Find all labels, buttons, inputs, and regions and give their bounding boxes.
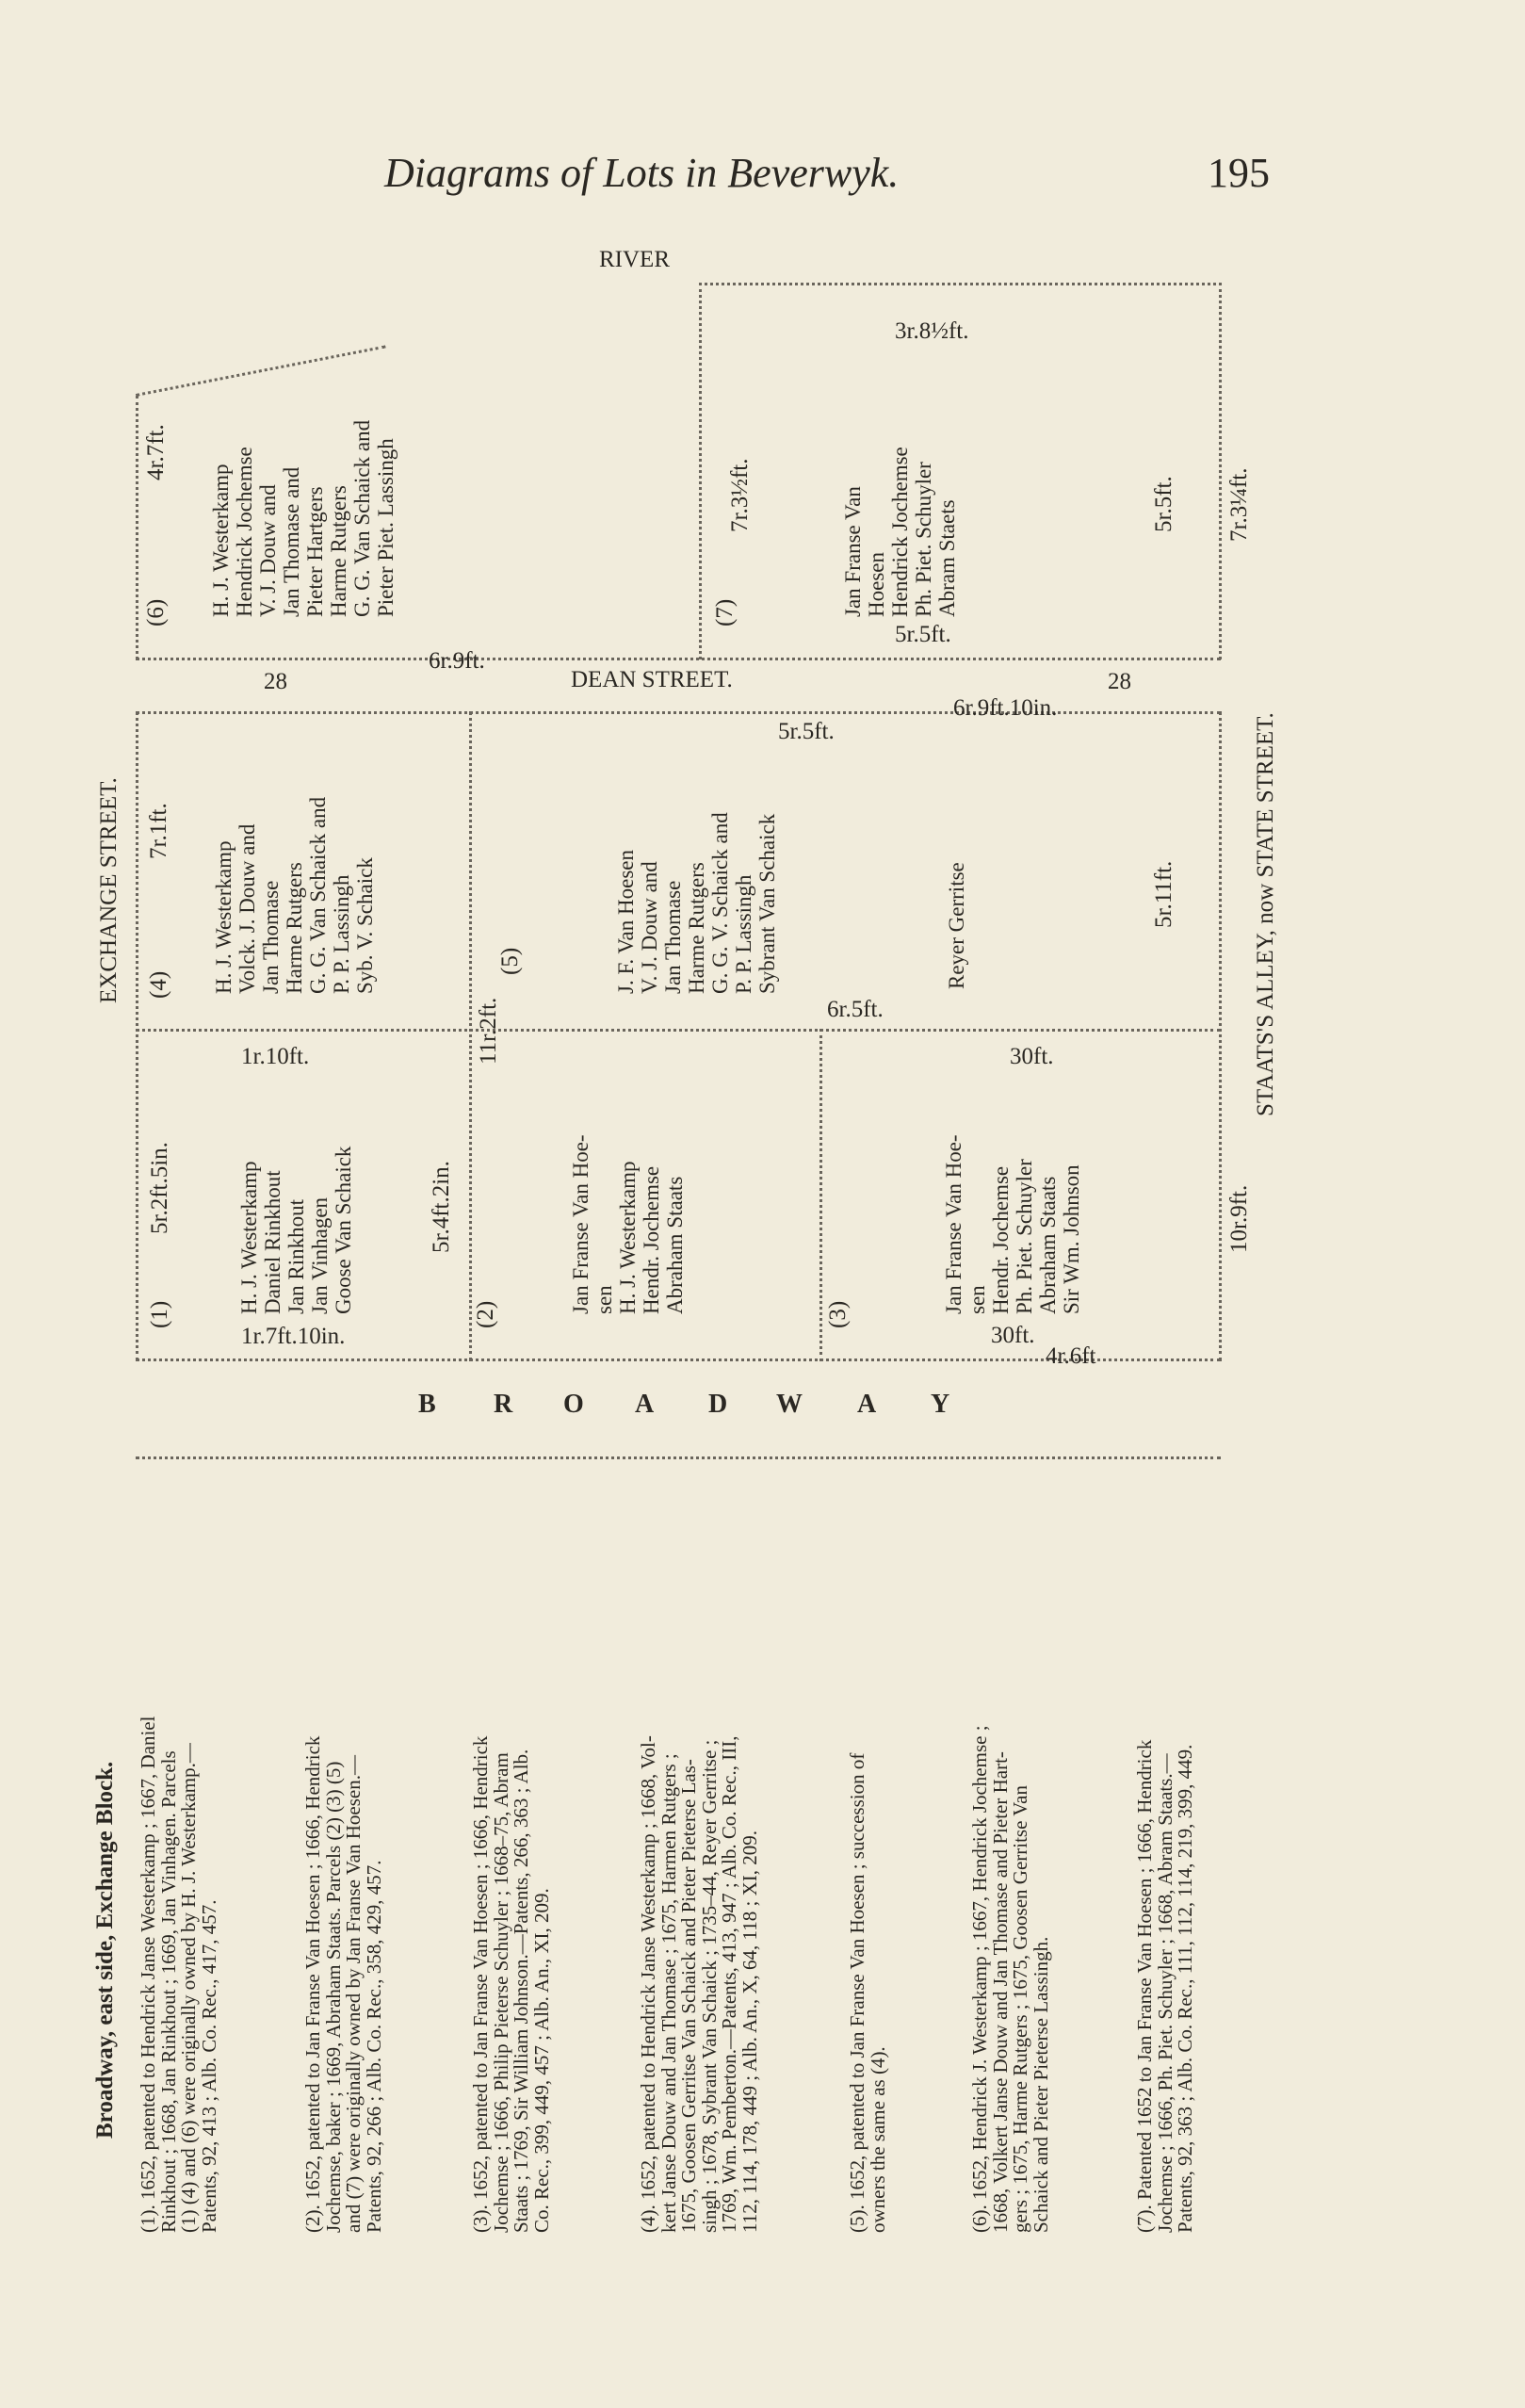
note-line: Patents, 92, 363 ; Alb. Co. Rec., 111, 112, 114, 219, 399, 449. bbox=[1174, 1744, 1196, 2233]
dim-lot7-bottom: 5r.5ft. bbox=[895, 622, 951, 647]
owner-name: Ph. Piet. Schuyler bbox=[1013, 1159, 1036, 1314]
owner-name: Sir Wm. Johnson bbox=[1060, 1164, 1083, 1314]
dim-lot7-right-a: 5r.5ft. bbox=[1151, 476, 1176, 532]
note-1 bbox=[138, 1717, 219, 2233]
note-line: Patents, 92, 413 ; Alb. Co. Rec., 417, 457. bbox=[197, 1899, 220, 2233]
owner-name: Pieter Piet. Lassingh bbox=[374, 438, 397, 617]
block-right-line bbox=[1219, 711, 1222, 1361]
owner-name: Abram Staets bbox=[935, 499, 959, 617]
notes-heading: Broadway, east side, Exchange Block. bbox=[92, 1761, 118, 2139]
owner-name: H. J. Westerkamp bbox=[616, 1161, 640, 1314]
owner-name: H. J. Westerkamp bbox=[237, 1161, 261, 1314]
owner-name: Jan Franse Van Hoe- bbox=[942, 1134, 965, 1314]
dean-street-label: DEAN STREET. bbox=[571, 667, 733, 692]
broadway-letter: D bbox=[708, 1390, 730, 1419]
lot3-owners bbox=[942, 1134, 1083, 1314]
dim-lot7-right-b: 7r.3¼ft. bbox=[1226, 467, 1252, 542]
owner-name: Abraham Staats bbox=[1036, 1176, 1060, 1314]
lot4-number: (4) bbox=[146, 970, 171, 999]
owner-name: Jan Thomase bbox=[259, 880, 283, 994]
owner-name: Hendrick Jochemse bbox=[888, 447, 912, 617]
owner-name: Harme Rutgers bbox=[283, 862, 306, 994]
dim-lot5-bottom: 6r.5ft. bbox=[827, 997, 884, 1022]
note-line: 1675, Goosen Gerritse Van Schaick and Pieter Pieterse Las- bbox=[677, 1759, 700, 2233]
broadway-letter: W bbox=[776, 1390, 804, 1419]
dean-south-line bbox=[136, 711, 1221, 714]
owner-name: P. P. Lassingh bbox=[732, 874, 755, 994]
owner-name: Ph. Piet. Schuyler bbox=[912, 462, 935, 617]
owner-name: sen bbox=[965, 1285, 989, 1314]
owner-name: Hendr. Jochemse bbox=[640, 1165, 663, 1314]
dim-lot2-side: 5r.4ft.2in. bbox=[429, 1161, 454, 1253]
owner-name: Harme Rutgers bbox=[685, 862, 708, 994]
dim-lot3-bottom: 30ft. bbox=[991, 1323, 1035, 1348]
dim-lot1-bottom: 1r.7ft.10in. bbox=[241, 1324, 346, 1349]
lot2-number: (2) bbox=[473, 1300, 498, 1328]
lot1-number: (1) bbox=[147, 1300, 172, 1328]
owner-name: V. J. Douw and bbox=[256, 484, 280, 617]
note-line: and (7) were originally owned by Jan Franse Van Hoesen.— bbox=[342, 1755, 365, 2233]
owner-name: Jan Thomase and bbox=[280, 466, 303, 617]
owner-name: Hendr. Jochemse bbox=[989, 1165, 1013, 1314]
dim-lot3-top: 30ft. bbox=[1010, 1044, 1054, 1069]
owner-name: H. J. Westerkamp bbox=[212, 840, 235, 994]
note-line: kert Janse Douw and Jan Thomase ; 1675, Harmen Rutgers ; bbox=[657, 1753, 680, 2233]
dim-lot7-left: 7r.3½ft. bbox=[727, 458, 753, 532]
note-2 bbox=[303, 1736, 384, 2233]
note-line: singh ; 1678, Sybrant Van Schaick ; 1735–44, Reyer Gerritse ; bbox=[697, 1739, 721, 2233]
dim-lot1-side: 5r.2ft.5in. bbox=[147, 1142, 172, 1234]
lot3-number: (3) bbox=[825, 1300, 851, 1328]
river-label: RIVER bbox=[599, 247, 670, 272]
lot5-number: (5) bbox=[497, 947, 523, 975]
note-line: Co. Rec., 399, 449, 457 ; Alb. An., XI, 209. bbox=[529, 1888, 553, 2233]
lot7-right-line bbox=[1219, 283, 1222, 659]
owner-name: H. J. Westerkamp bbox=[209, 464, 233, 617]
staats-alley-label: STAATS'S ALLEY, now STATE STREET. bbox=[1253, 712, 1278, 1116]
block-left-line bbox=[136, 711, 138, 1361]
owner-name: Jan Rinkhout bbox=[284, 1198, 308, 1314]
broadway-letter: Y bbox=[931, 1390, 952, 1419]
owner-name: Harme Rutgers bbox=[327, 485, 350, 617]
owner-name: Jan Franse Van Hoe- bbox=[569, 1134, 592, 1314]
page-title: Diagrams of Lots in Beverwyk. bbox=[384, 150, 900, 196]
note-4 bbox=[639, 1735, 760, 2233]
note-line: owners the same as (4). bbox=[866, 2046, 889, 2233]
lot2-lot3-divider bbox=[819, 1029, 822, 1361]
note-line: Jochemse ; 1666, Philip Pieterse Schuyler ; 1668–75, Abram bbox=[489, 1752, 512, 2233]
note-line: Jochemse ; 1666, Ph. Piet. Schuyler ; 1668, Abram Staats.— bbox=[1153, 1753, 1176, 2233]
lot7-number: (7) bbox=[712, 598, 738, 626]
note-line: (7). Patented 1652 to Jan Franse Van Hoesen ; 1666, Hendrick bbox=[1133, 1739, 1156, 2233]
note-5 bbox=[848, 1753, 888, 2233]
exchange-street-label: EXCHANGE STREET. bbox=[96, 777, 122, 1003]
note-line: (4). 1652, patented to Hendrick Janse Westerkamp ; 1668, Vol- bbox=[637, 1735, 659, 2233]
broadway-letter: B bbox=[418, 1390, 438, 1419]
owner-name: Jan Franse Van bbox=[841, 486, 865, 617]
dean-north-line bbox=[136, 658, 1221, 660]
dim-lot1-top: 1r.10ft. bbox=[241, 1044, 310, 1069]
note-line: Schaick and Pieter Pieterse Lassingh. bbox=[1029, 1936, 1052, 2233]
note-6 bbox=[970, 1725, 1051, 2233]
note-line: (2). 1652, patented to Jan Franse Van Hoesen ; 1666, Hendrick bbox=[301, 1735, 324, 2233]
lot4-lot5-divider bbox=[469, 711, 472, 1361]
dim-28-left: 28 bbox=[264, 669, 287, 694]
owner-name: G. G. V. Schaick and bbox=[708, 812, 732, 994]
lot5-reyer-gerritse: Reyer Gerritse bbox=[945, 862, 968, 989]
river-line-lot7 bbox=[699, 283, 1222, 285]
note-line: Patents, 92, 266 ; Alb. Co. Rec., 358, 429, 457. bbox=[362, 1860, 385, 2233]
dim-lot5-top: 5r.5ft. bbox=[778, 719, 835, 744]
note-line: (5). 1652, patented to Jan Franse Van Hoesen ; succession of bbox=[846, 1752, 868, 2233]
note-line: (6). 1652, Hendrick J. Westerkamp ; 1667, Hendrick Jochemse ; bbox=[968, 1725, 991, 2233]
broadway-letter: A bbox=[635, 1390, 657, 1419]
owner-name: Goose Van Schaick bbox=[332, 1146, 355, 1314]
dim-lot5-right: 5r.11ft. bbox=[1151, 860, 1176, 928]
owner-name: Volck. J. Douw and bbox=[235, 823, 259, 994]
owner-name: Jan Vinhagen bbox=[308, 1196, 332, 1314]
owner-name: G. G. Van Schaick and bbox=[350, 419, 374, 617]
owner-name: Jan Thomase bbox=[661, 880, 685, 994]
lot5-owners bbox=[614, 812, 779, 994]
owner-name: G. G. Van Schaick and bbox=[306, 796, 330, 994]
note-line: (3). 1652, patented to Jan Franse Van Hoesen ; 1666, Hendrick bbox=[469, 1735, 492, 2233]
owner-name: J. F. Van Hoesen bbox=[614, 850, 638, 994]
note-7 bbox=[1135, 1740, 1196, 2233]
lot2-owners bbox=[569, 1134, 687, 1314]
owner-name: Hoesen bbox=[865, 552, 888, 617]
owner-name: Sybrant Van Schaick bbox=[755, 813, 779, 994]
dim-lot3-corner: 4r.6ft bbox=[1046, 1343, 1096, 1369]
owner-name: Hendrick Jochemse bbox=[233, 447, 256, 617]
note-3 bbox=[471, 1736, 552, 2233]
dim-6r9ft: 6r.9ft. bbox=[429, 648, 485, 674]
broadway-letter: O bbox=[563, 1390, 586, 1419]
notes-separator-line bbox=[136, 1456, 1221, 1459]
owner-name: Pieter Hartgers bbox=[303, 486, 327, 617]
note-line: (1). 1652, patented to Hendrick Janse Westerkamp ; 1667, Daniel bbox=[137, 1716, 159, 2233]
note-line: 112, 114, 178, 449 ; Alb. An., X, 64, 118 ; XI, 209. bbox=[738, 1830, 761, 2233]
note-line: Staats ; 1769, Sir William Johnson.—Patents, 266, 363 ; Alb. bbox=[510, 1749, 532, 2233]
dim-lot6-side: 4r.7ft. bbox=[143, 424, 169, 480]
broadway-letter: R bbox=[494, 1390, 515, 1419]
page-number: 195 bbox=[1208, 150, 1270, 196]
dim-lot3-right: 10r.9ft. bbox=[1226, 1184, 1252, 1253]
dim-6r9ft10in: 6r.9ft.10in. bbox=[953, 695, 1058, 721]
note-line: 1769, Wm. Pemberton.—Patents, 413, 947 ; Alb. Co. Rec., III, bbox=[718, 1735, 740, 2233]
mid-line bbox=[136, 1029, 1221, 1032]
lot7-owners bbox=[841, 447, 959, 617]
owner-name: Daniel Rinkhout bbox=[261, 1170, 284, 1314]
owner-name: Syb. V. Schaick bbox=[353, 857, 377, 994]
lot6-lot7-divider bbox=[699, 283, 702, 659]
river-edge-line bbox=[136, 345, 386, 396]
owner-name: P. P. Lassingh bbox=[330, 874, 353, 994]
dim-lot2-top: 11r.2ft. bbox=[476, 997, 501, 1065]
lot4-owners bbox=[212, 797, 377, 994]
owner-name: sen bbox=[592, 1285, 616, 1314]
owner-name: V. J. Douw and bbox=[638, 861, 661, 994]
broadway-letter: A bbox=[857, 1390, 879, 1419]
lot1-owners bbox=[237, 1147, 355, 1314]
note-line: (1) (4) and (6) were originally owned by H. J. Westerkamp.— bbox=[177, 1743, 200, 2233]
note-line: Jochemse, baker ; 1669, Abraham Staats. Parcels (2) (3) (5) bbox=[321, 1761, 345, 2233]
note-line: gers ; 1675, Harme Rutgers ; 1675, Goosen Gerritse Van bbox=[1009, 1785, 1031, 2233]
dim-lot4-side: 7r.1ft. bbox=[146, 803, 171, 859]
note-line: 1668, Volkert Janse Douw and Jan Thomase and Pieter Hart- bbox=[988, 1751, 1012, 2233]
lot6-number: (6) bbox=[143, 598, 169, 626]
dim-28-right: 28 bbox=[1108, 669, 1131, 694]
lot6-owners bbox=[209, 420, 397, 617]
dim-lot7-top: 3r.8½ft. bbox=[895, 318, 969, 344]
note-line: Rinkhout ; 1668, Jan Rinkhout ; 1669, Jan Vinhagen. Parcels bbox=[156, 1750, 180, 2233]
owner-name: Abraham Staats bbox=[663, 1176, 687, 1314]
lot6-left-line bbox=[136, 396, 138, 659]
